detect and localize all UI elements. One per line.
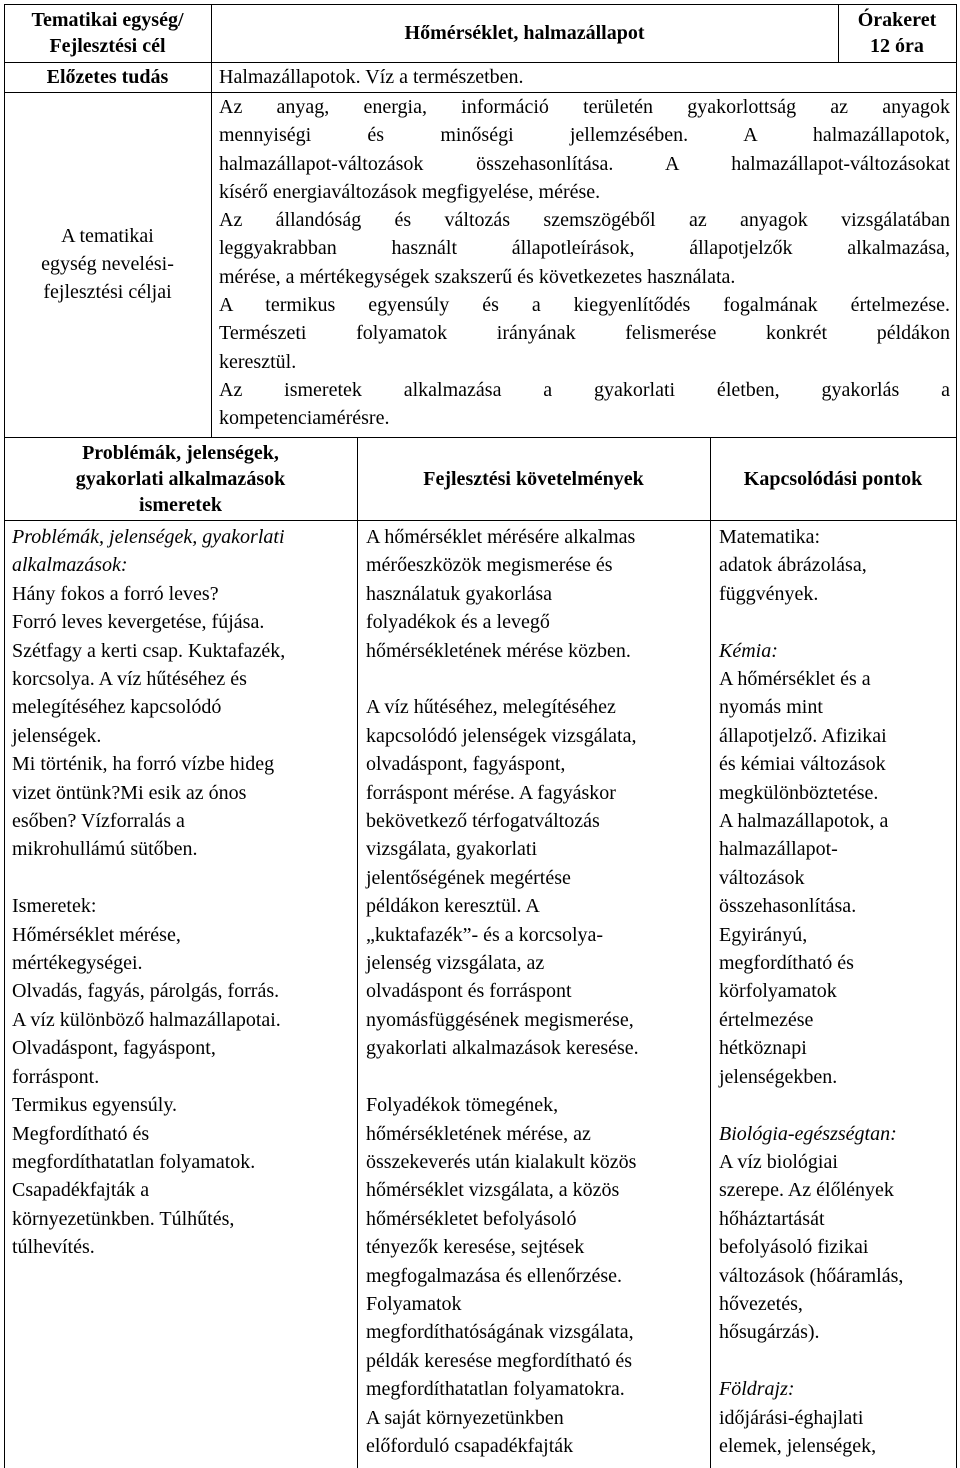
connection-line: Egyirányú,	[719, 923, 808, 946]
connection-line: hősugárzás).	[719, 1321, 820, 1344]
col-divider-b	[710, 437, 711, 1468]
goals-line: keresztül.	[219, 350, 297, 373]
knowledge-line: Olvadáspont, fagyáspont,	[12, 1037, 216, 1060]
goals-line: mennyiségi és minőségi jellemzésében. A halmazállapotok,	[219, 124, 950, 147]
knowledge-line: Megfordítható és	[12, 1122, 150, 1145]
goals-label-line: egység nevelési-	[41, 253, 174, 275]
requirement-line: kapcsolódó jelenségek vizsgálata,	[366, 724, 637, 747]
goals-label-line: A tematikai	[61, 225, 154, 247]
requirement-line: Folyadékok tömegének,	[366, 1094, 559, 1117]
connection-line: A víz biológiai	[719, 1150, 838, 1173]
knowledge-line: Hőmérséklet mérése,	[12, 923, 181, 946]
hours-cell	[838, 7, 956, 59]
requirement-line: hőmérséklet vizsgálata, a közös	[366, 1179, 620, 1202]
connection-line: függvények.	[719, 582, 819, 605]
goals-text	[219, 93, 950, 433]
connection-line: A halmazállapotok, a	[719, 810, 889, 833]
unit-title	[211, 20, 838, 46]
knowledge-line: forráspont.	[12, 1065, 100, 1088]
hours-label: Órakeret	[857, 9, 937, 31]
connection-line: állapotjelző. Afizikai	[719, 724, 887, 747]
problem-line: melegítéséhez kapcsolódó	[12, 696, 222, 719]
table-border-top	[4, 4, 957, 5]
column-header-requirements-text: Fejlesztési követelmények	[423, 468, 644, 490]
requirement-line: nyomásfüggésének megismerése,	[366, 1008, 634, 1031]
problem-line: esőben? Vízforralás a	[12, 810, 185, 833]
requirement-line: jelentőségének megértése	[366, 866, 571, 889]
connection-line: körfolyamatok	[719, 980, 837, 1003]
unit-label-line: Tematikai egység/	[31, 9, 184, 31]
geography-label: Földrajz:	[719, 1378, 795, 1401]
connection-line: változások (hőáramlás,	[719, 1264, 904, 1287]
connection-line: megfordítható és	[719, 952, 854, 975]
column-header-line: ismeretek	[139, 494, 222, 516]
problem-line: mikrohullámú sütőben.	[12, 838, 198, 861]
col-divider-a	[357, 437, 358, 1468]
requirement-line: olvadáspont, fagyáspont,	[366, 753, 566, 776]
knowledge-line: Csapadékfajták a	[12, 1179, 150, 1202]
connection-line: értelmezése	[719, 1008, 814, 1031]
requirement-line: példákon keresztül. A	[366, 895, 540, 918]
connection-line: hétköznapi	[719, 1037, 807, 1060]
connection-line: halmazállapot-	[719, 838, 838, 861]
table-border-right	[956, 4, 957, 1468]
goals-line: Az állandóság és változás szemszögéből az anyagok vizsgálatában	[219, 209, 950, 232]
requirement-line: A víz hűtéséhez, melegítéséhez	[366, 696, 616, 719]
math-label: Matematika:	[719, 526, 821, 548]
column-header-line: gyakorlati alkalmazások	[75, 468, 286, 490]
requirement-line: hőmérsékletet befolyásoló	[366, 1207, 577, 1230]
prior-knowledge-label-text: Előzetes tudás	[46, 66, 169, 88]
problems-heading: Problémák, jelenségek, gyakorlati	[12, 526, 285, 548]
requirement-line: folyadékok és a levegő	[366, 611, 550, 634]
connection-line: időjárási-éghajlati	[719, 1406, 864, 1429]
knowledge-line: Termikus egyensúly.	[12, 1094, 178, 1117]
connection-line: és kémiai változások	[719, 753, 886, 776]
problem-line: Mi történik, ha forró vízbe hideg	[12, 753, 275, 776]
requirement-line: „kuktafazék”- és a korcsolya-	[366, 923, 604, 946]
knowledge-line: túlhevítés.	[12, 1236, 95, 1259]
problems-column	[12, 523, 285, 1262]
knowledge-heading: Ismeretek:	[12, 895, 97, 918]
requirement-line: tényezők keresése, sejtések	[366, 1236, 585, 1259]
goals-line: Az ismeretek alkalmazása a gyakorlati életben, gyakorlás a	[219, 378, 950, 401]
problem-line: Hány fokos a forró leves?	[12, 582, 219, 605]
knowledge-line: mértékegységei.	[12, 952, 143, 975]
connections-column	[719, 523, 903, 1460]
problem-line: Forró leves kevergetése, fújása.	[12, 611, 265, 634]
connection-line: A hőmérséklet és a	[719, 668, 871, 691]
row-divider-columns	[4, 520, 957, 521]
requirement-line: megfogalmazása és ellenőrzése.	[366, 1264, 622, 1287]
requirement-line: A saját környezetünkben	[366, 1406, 564, 1429]
goals-label	[4, 222, 211, 306]
unit-title-text: Hőmérséklet, halmazállapot	[404, 22, 645, 44]
requirement-line: gyakorlati alkalmazások keresése.	[366, 1037, 639, 1060]
col-divider-main	[211, 4, 212, 437]
knowledge-line: környezetünkben. Túlhűtés,	[12, 1207, 235, 1230]
requirement-line: mérőeszközök megismerése és	[366, 554, 613, 577]
requirement-line: megfordíthatóságának vizsgálata,	[366, 1321, 634, 1344]
unit-label	[4, 7, 211, 59]
requirements-column	[366, 523, 639, 1460]
goals-line: A termikus egyensúly és a kiegyenlítődés fogalmának értelmezése.	[219, 294, 950, 317]
goals-line: mérése, a mértékegységek szakszerű és következetes használata.	[219, 265, 736, 288]
requirement-line: hőmérsékletének mérése, az	[366, 1122, 591, 1145]
prior-knowledge-line: Halmazállapotok. Víz a természetben.	[219, 66, 524, 88]
requirement-line: összekeverés után kialakult közös	[366, 1150, 637, 1173]
connection-line: megkülönböztetése.	[719, 781, 879, 804]
problem-line: vizet öntünk?Mi esik az ónos	[12, 781, 247, 804]
requirement-line: bekövetkező térfogatváltozás	[366, 810, 600, 833]
connection-line: összehasonlítása.	[719, 895, 857, 918]
goals-line: Az anyag, energia, információ területén gyakorlottság az anyagok	[219, 96, 950, 118]
knowledge-line: A víz különböző halmazállapotai.	[12, 1008, 281, 1031]
requirement-line: hőmérsékletének mérése közben.	[366, 639, 631, 662]
knowledge-line: Olvadás, fagyás, párolgás, forrás.	[12, 980, 280, 1003]
requirement-line: A hőmérséklet mérésére alkalmas	[366, 526, 636, 548]
prior-knowledge-text	[219, 63, 524, 91]
column-header-connections-text: Kapcsolódási pontok	[743, 468, 923, 490]
goals-label-line: fejlesztési céljai	[43, 281, 172, 303]
connection-line: szerepe. Az élőlények	[719, 1179, 894, 1202]
column-header-connections	[710, 466, 956, 492]
goals-line: kísérő energiaváltozások megfigyelése, mérése.	[219, 180, 601, 203]
biology-label: Biológia-egészségtan:	[719, 1122, 897, 1145]
row-divider-goals	[4, 437, 957, 438]
goals-line: halmazállapot-változások összehasonlítása. A halmazállapot-változásokat	[219, 152, 950, 175]
requirement-line: forráspont mérése. A fagyáskor	[366, 781, 616, 804]
column-header-line: Problémák, jelenségek,	[82, 442, 279, 464]
requirement-line: jelenség vizsgálata, az	[366, 952, 545, 975]
requirement-line: példák keresése megfordítható és	[366, 1349, 633, 1372]
requirement-line: előforduló csapadékfajták	[366, 1434, 574, 1457]
prior-knowledge-label	[4, 64, 211, 90]
column-header-problems	[4, 440, 357, 518]
connection-line: nyomás mint	[719, 696, 823, 719]
goals-line: Természeti folyamatok irányának felismerése konkrét példákon	[219, 322, 950, 345]
requirement-line: olvadáspont és forráspont	[366, 980, 572, 1003]
problem-line: Szétfagy a kerti csap. Kuktafazék,	[12, 639, 286, 662]
requirement-line: vizsgálata, gyakorlati	[366, 838, 538, 861]
connection-line: változások	[719, 866, 805, 889]
problems-heading: alkalmazások:	[12, 554, 128, 577]
requirement-line: megfordíthatatlan folyamatokra.	[366, 1378, 625, 1401]
column-header-requirements	[357, 466, 710, 492]
goals-line: leggyakrabban használt állapotleírások, állapotjelzők alkalmazása,	[219, 237, 950, 260]
unit-label-line: Fejlesztési cél	[49, 35, 166, 57]
connection-line: elemek, jelenségek,	[719, 1434, 877, 1457]
chemistry-label: Kémia:	[719, 639, 778, 662]
connection-line: befolyásoló fizikai	[719, 1236, 869, 1259]
problem-line: korcsolya. A víz hűtéséhez és	[12, 668, 247, 691]
knowledge-line: megfordíthatatlan folyamatok.	[12, 1150, 256, 1173]
connection-line: hővezetés,	[719, 1292, 803, 1315]
hours-value: 12 óra	[870, 35, 924, 57]
connection-line: adatok ábrázolása,	[719, 554, 867, 577]
goals-line: kompetenciamérésre.	[219, 407, 390, 430]
connection-line: jelenségekben.	[719, 1065, 838, 1088]
requirement-line: Folyamatok	[366, 1292, 462, 1315]
connection-line: hőháztartását	[719, 1207, 825, 1230]
problem-line: jelenségek.	[12, 724, 102, 747]
requirement-line: használatuk gyakorlása	[366, 582, 553, 605]
